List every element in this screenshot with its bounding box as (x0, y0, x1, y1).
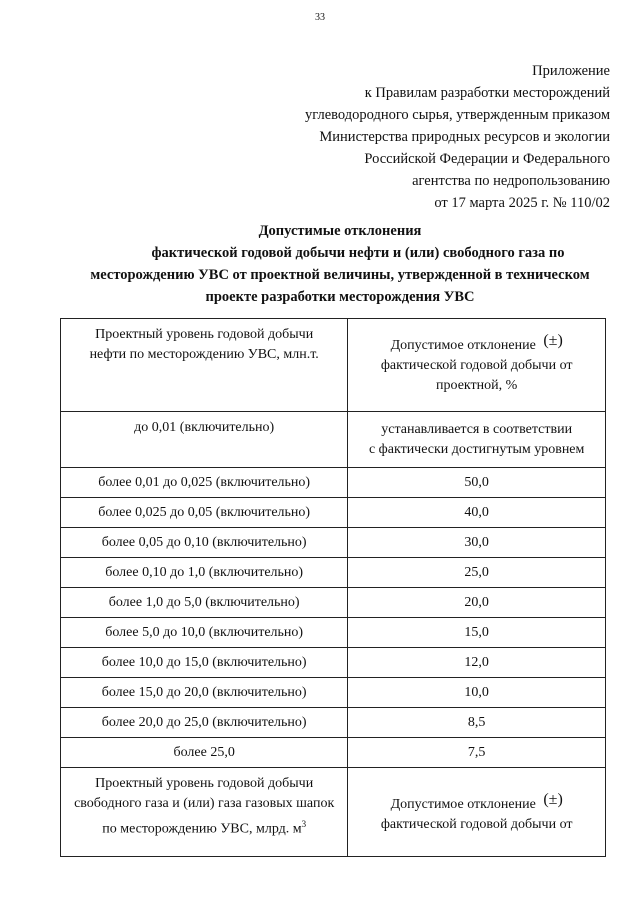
gas-header-row (61, 768, 606, 857)
deviation-table (60, 318, 606, 857)
header-deviation-text: Допустимое отклонение (390, 337, 536, 353)
deviation-cell: 8,5 (348, 708, 606, 738)
gas-header-level-cell (61, 768, 348, 857)
table-row (61, 738, 606, 768)
table-row (61, 588, 606, 618)
table-row (61, 648, 606, 678)
header-level-line: нефти по месторождению УВС, млн.т. (89, 347, 319, 362)
deviation-cell: 15,0 (348, 618, 606, 648)
gas-header-level-line: Проектный уровень годовой добычи (95, 776, 314, 791)
table-row (61, 678, 606, 708)
title-line: проекте разработки месторождения УВС (205, 289, 475, 305)
gas-header-level-line (67, 814, 341, 840)
gas-header-deviation-cell (348, 768, 606, 857)
header-deviation-line: фактической годовой добычи от (380, 357, 573, 373)
gas-header-level-text: по месторождению УВС, млрд. м (102, 821, 302, 837)
plus-minus-sign: (±) (543, 331, 563, 349)
title-line: фактической годовой добычи нефти и (или) свободного газа по (151, 245, 565, 261)
level-cell: более 25,0 (61, 738, 348, 768)
level-cell: более 10,0 до 15,0 (включительно) (61, 648, 348, 678)
level-cell: более 0,01 до 0,025 (включительно) (61, 468, 348, 498)
appendix-line: Приложение (532, 63, 610, 79)
table-row (61, 558, 606, 588)
page-number: 33 (315, 12, 325, 23)
gas-header-deviation-line: фактической годовой добычи от (380, 817, 573, 832)
table-row (61, 528, 606, 558)
deviation-cell: 7,5 (348, 738, 606, 768)
gas-header-deviation-text: Допустимое отклонение (390, 797, 536, 812)
deviation-cell: 30,0 (348, 528, 606, 558)
level-cell: более 5,0 до 10,0 (включительно) (61, 618, 348, 648)
level-cell: более 15,0 до 20,0 (включительно) (61, 678, 348, 708)
appendix-line: к Правилам разработки месторождений (364, 85, 610, 101)
cubic-superscript: 3 (301, 819, 307, 829)
header-deviation-line (354, 331, 599, 356)
document-title (40, 220, 640, 308)
table-row (61, 618, 606, 648)
level-cell: более 0,025 до 0,05 (включительно) (61, 498, 348, 528)
table-row (61, 708, 606, 738)
table-header-row (61, 319, 606, 412)
title-line: месторождению УВС от проектной величины, утвержденной в техническом (90, 267, 590, 283)
level-cell: более 0,10 до 1,0 (включительно) (61, 558, 348, 588)
deviation-cell: 40,0 (348, 498, 606, 528)
appendix-line: углеводородного сырья, утвержденным приказом (305, 107, 610, 123)
header-deviation-line: проектной, % (436, 377, 518, 393)
level-cell: более 0,05 до 0,10 (включительно) (61, 528, 348, 558)
deviation-cell: 12,0 (348, 648, 606, 678)
deviation-cell: 50,0 (348, 468, 606, 498)
deviation-line: устанавливается в соответствии (381, 421, 573, 437)
appendix-line: агентства по недропользованию (412, 173, 610, 189)
deviation-cell: 25,0 (348, 558, 606, 588)
header-level-line: Проектный уровень годовой добычи (95, 327, 314, 342)
table-row (61, 468, 606, 498)
appendix-line: от 17 марта 2025 г. № 110/02 (434, 195, 610, 211)
title-line: Допустимые отклонения (258, 223, 422, 239)
deviation-cell: 10,0 (348, 678, 606, 708)
deviation-line: с фактически достигнутым уровнем (368, 441, 585, 457)
deviation-cell (348, 412, 606, 468)
appendix-block (250, 60, 610, 214)
gas-header-level-line: свободного газа и (или) газа газовых шапок (74, 796, 335, 811)
header-level-cell (61, 319, 348, 412)
header-deviation-cell (348, 319, 606, 412)
appendix-line: Российской Федерации и Федерального (364, 151, 610, 167)
gas-header-deviation-line (354, 790, 599, 815)
level-cell: более 1,0 до 5,0 (включительно) (61, 588, 348, 618)
deviation-cell: 20,0 (348, 588, 606, 618)
appendix-line: Министерства природных ресурсов и экологии (319, 129, 610, 145)
table-row (61, 412, 606, 468)
level-cell: до 0,01 (включительно) (61, 412, 348, 468)
plus-minus-sign: (±) (543, 791, 563, 808)
level-cell: более 20,0 до 25,0 (включительно) (61, 708, 348, 738)
table-row (61, 498, 606, 528)
